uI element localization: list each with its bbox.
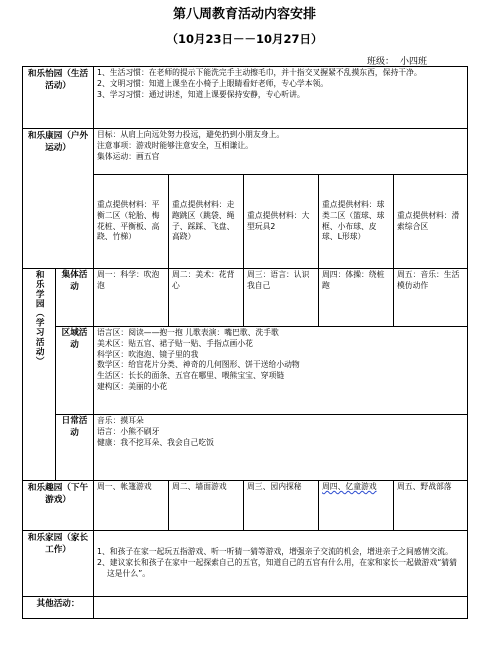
- afternoon-day-cell: 周一、帐篷游戏: [94, 481, 169, 531]
- learning-title-text: 和乐学园（学习活动）: [34, 270, 45, 366]
- life-title: 和乐怡园（生活活动）: [23, 67, 94, 129]
- equipment-cell: 重点提供材料：走跑跳区（跳袋、绳子、踩踩、飞盘、高跷）: [169, 175, 244, 269]
- afternoon-day-text: 周四、亿童游戏: [322, 482, 377, 491]
- outdoor-title: 和乐康园（户外运动）: [23, 129, 94, 269]
- family-item: 2、建议家长和孩子在家中一起探索自己的五官，知道自己的五官有什么用，在家和家长一起做游戏“猜猜这是什么”。: [97, 558, 457, 578]
- equipment-cell: 重点提供材料：滑索综合区: [394, 175, 468, 269]
- area-line: 语言区：阅读——抱一抱 儿歌表演：嘴巴歌、洗手歌: [97, 328, 279, 337]
- daily-line: 健康：我不挖耳朵、我会自己吃饭: [97, 437, 214, 447]
- area-activity-label: 区域活动: [56, 327, 94, 415]
- group-activity-label: 集体活动: [56, 269, 94, 327]
- row-life: [23, 67, 468, 129]
- area-line: 科学区：吹泡泡、镜子里的我: [97, 349, 199, 359]
- area-line: 建构区：美丽的小花: [97, 381, 168, 391]
- area-line: 美术区：贴五官、裙子贴一贴、手指点画小花: [97, 338, 253, 348]
- learning-title: [23, 269, 56, 481]
- group-day-cell: 周一：科学：吹泡泡: [94, 269, 169, 327]
- class-value: 小四班: [399, 57, 427, 67]
- group-day-cell: 周四：体操：绕桩跑: [319, 269, 394, 327]
- group-day-cell: 周二：美术：花背心: [169, 269, 244, 327]
- area-line: 数学区：给盲花片分类、神奇的几何图形、饼干送给小动物: [97, 360, 300, 370]
- daily-activity-label: 日常活动: [56, 415, 94, 481]
- area-activity-content: [94, 327, 468, 415]
- row-family: [23, 531, 468, 597]
- daily-line: 音乐：摸耳朵: [97, 416, 144, 425]
- outdoor-group-line: 集体运动：画五官: [97, 151, 160, 161]
- row-outdoor-goals: [23, 129, 468, 175]
- life-item: 1、生活习惯：在老师的提示下能洗完手主动擦毛巾，并十指交叉握紧不乱摸东西，保持干净。: [97, 68, 422, 77]
- row-daily-activity: [23, 415, 468, 481]
- afternoon-day-cell: 周三、园内探秘: [244, 481, 319, 531]
- life-item: 3、学习习惯：通过讲述，知道上课要保持安静，专心听讲。: [97, 89, 305, 99]
- equipment-cell: 重点提供材料：球类二区（篮球、球框、小布球、皮球、L形球）: [319, 175, 394, 269]
- group-day-cell: 周五：音乐：生活模仿动作: [394, 269, 468, 327]
- row-afternoon-games: [23, 481, 468, 531]
- outdoor-goals: [94, 129, 468, 175]
- family-item: 1、和孩子在家一起玩五指游戏、听一听猜一猜等游戏，增强亲子交流的机会，增进亲子之间感情交流。: [97, 547, 453, 557]
- daily-activity-content: [94, 415, 468, 481]
- row-other: [23, 597, 468, 619]
- row-area-activity: [23, 327, 468, 415]
- afternoon-day-cell-thursday: [319, 481, 394, 531]
- life-content: [94, 67, 468, 129]
- schedule-table: [22, 66, 468, 619]
- equipment-cell: 重点提供材料：大型玩具2: [244, 175, 319, 269]
- date-range: （10月23日－－10月27日）: [166, 32, 323, 46]
- page-title: 第八周教育活动内容安排: [172, 7, 316, 22]
- row-group-activity: [23, 269, 468, 327]
- afternoon-day-cell: 周五、野战部落: [394, 481, 468, 531]
- class-label: 班级：: [366, 57, 394, 67]
- family-content: [94, 531, 468, 597]
- equipment-cell: 重点提供材料：平衡二区（轮胎、梅花桩、平衡板、高跷、竹梯）: [94, 175, 169, 269]
- area-line: 生活区：长长的面条、五官在哪里、喂熊宝宝、穿项链: [97, 371, 285, 380]
- afternoon-day-cell: 周二、墙面游戏: [169, 481, 244, 531]
- outdoor-notice-line: 注意事项：游戏时能够注意安全，互相谦让。: [97, 140, 253, 150]
- afternoon-title: 和乐趣园（下午游戏）: [23, 481, 94, 531]
- daily-line: 语言：小熊不刷牙: [97, 426, 160, 436]
- family-title: 和乐家园（家长工作）: [23, 531, 94, 597]
- other-title: 其他活动：: [23, 597, 94, 619]
- other-content: [94, 597, 468, 619]
- outdoor-goal-line: 目标：从肩上向远处努力投远，避免扔到小朋友身上。: [97, 130, 285, 139]
- life-item: 2、文明习惯：知道上课坐在小椅子上眼睛看好老师，专心学本领。: [97, 78, 329, 88]
- group-day-cell: 周三：语言：认识我自己: [244, 269, 319, 327]
